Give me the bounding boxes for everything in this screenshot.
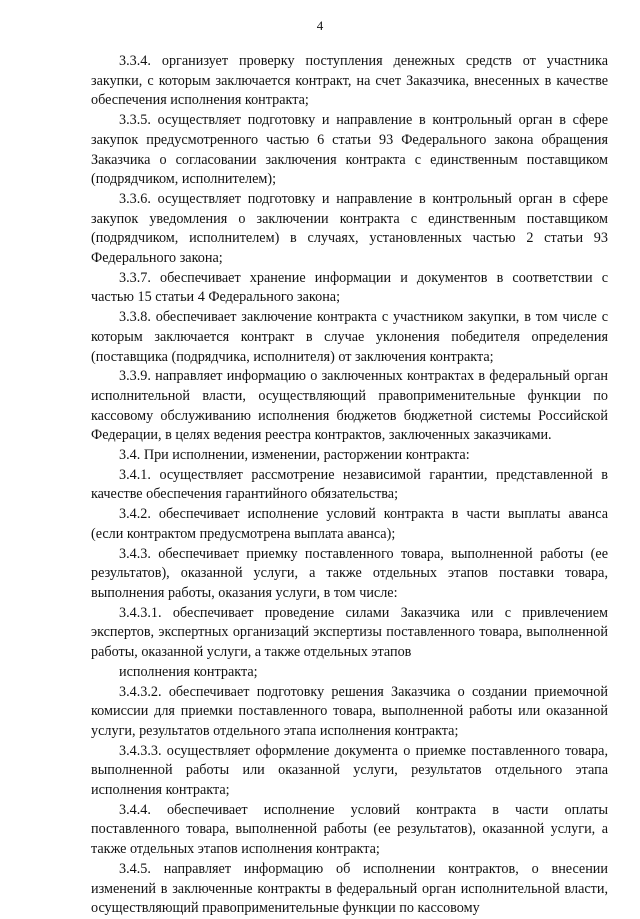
document-body	[91, 52, 608, 919]
paragraph-3-4-1: 3.4.1. осуществляет рассмотрение независимой гарантии, представленной в качестве обеспечения гарантийного обязательства;	[91, 466, 608, 503]
paragraph-3-4-3-1: 3.4.3.1. обеспечивает проведение силами Заказчика или с привлечением экспертов, экспертных организаций экспертизы поставленного товара, выполненной работы, оказанной услуги, а также отдельных этапов	[91, 604, 608, 661]
paragraph-3-3-4: 3.3.4. организует проверку поступления денежных средств от участника закупки, с которым заключается контракт, на счет Заказчика, внесенных в качестве обеспечения исполнения контракта;	[91, 53, 608, 109]
paragraph-3-4: 3.4. При исполнении, изменении, расторжении контракта:	[119, 447, 470, 464]
paragraph-3-3-8: 3.3.8. обеспечивает заключение контракта с участником закупки, в том числе с которым заключается контракт в случае уклонения победителя определения (поставщика (подрядчика, исполнителя) от заключения контракта;	[91, 309, 608, 365]
paragraph-3-3-5: 3.3.5. осуществляет подготовку и направление в контрольный орган в сфере закупок предусмотренного частью 6 статьи 93 Федерального закона обращения Заказчика о согласовании заключения контракта с единственным поставщиком (подрядчиком, исполнителем);	[91, 112, 608, 188]
page-number: 4	[316, 18, 324, 33]
paragraph-3-4-3: 3.4.3. обеспечивает приемку поставленного товара, выполненной работы (ее результатов), оказанной услуги, а также отдельных этапов поставки товара, выполнения работы, оказания услуги, в том числе:	[91, 545, 608, 601]
paragraph-3-4-5: 3.4.5. направляет информацию об исполнении контрактов, о внесении изменений в заключенные контракты в федеральный орган исполнительной власти, осуществляющий правоприменительные функции по кассовому	[91, 860, 608, 917]
paragraph-3-3-6: 3.3.6. осуществляет подготовку и направление в контрольный орган в сфере закупок уведомления о заключении контракта с единственным поставщиком (подрядчиком, исполнителем) в случаях, установленных частью 2 статьи 93 Федерального закона;	[91, 190, 608, 267]
paragraph-3-3-7: 3.3.7. обеспечивает хранение информации и документов в соответствии с частью 15 статьи 4 Федерального закона;	[91, 269, 608, 306]
paragraph-3-3-9: 3.3.9. направляет информацию о заключенных контрактах в федеральный орган исполнительной власти, осуществляющий правоприменительные функции по кассовому обслуживанию исполнения бюджетов бюджетной системы Российской Федерации, в целях ведения реестра контрактов, заключенных заказчиками.	[91, 368, 608, 444]
paragraph-3-4-3-3: 3.4.3.3. осуществляет оформление документа о приемке поставленного товара, выполненной работы или оказанной услуги, результатов отдельного этапа исполнения контракта;	[91, 742, 608, 799]
paragraph-3-4-3-1-continuation: исполнения контракта;	[119, 663, 258, 680]
paragraph-3-4-2: 3.4.2. обеспечивает исполнение условий контракта в части выплаты аванса (если контрактом предусмотрена выплата аванса);	[91, 506, 608, 542]
paragraph-3-4-3-2: 3.4.3.2. обеспечивает подготовку решения Заказчика о создании приемочной комиссии для приемки поставленного товара, выполненной работы или оказанной услуги, результатов отдельного этапа исполнения контракта;	[91, 683, 608, 739]
paragraph-3-4-4: 3.4.4. обеспечивает исполнение условий контракта в части оплаты поставленного товара, выполненной работы (ее результатов), оказанной услуги, а также отдельных этапов исполнения контракта;	[91, 801, 608, 858]
